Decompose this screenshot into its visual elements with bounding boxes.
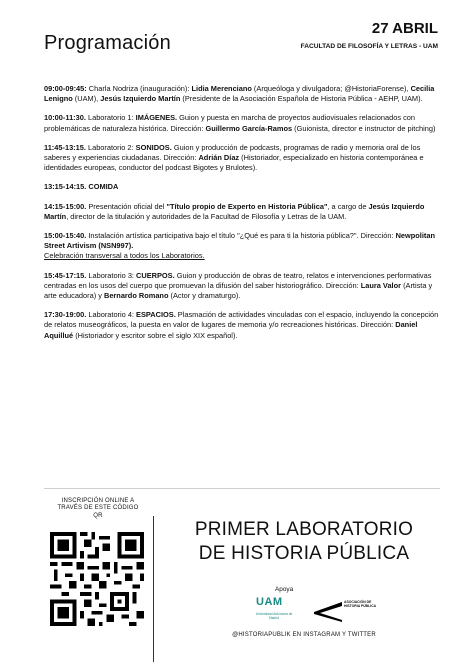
schedule-text: Presentación oficial del [86, 201, 167, 211]
schedule-text: Plasmación de actividades vinculadas con el espacio, incluyendo la concepción de relatos museográficos, la puesta en valor de lugares de memoria y/o recreaciones históricas. Dirección: [44, 310, 439, 330]
social-handle: @HISTORIAPUBLIK EN INSTAGRAM Y TWITTER [232, 632, 376, 638]
speaker-name: Laura Valor [360, 280, 402, 290]
schedule-item [44, 113, 440, 133]
speaker-name: Daniel Aquillué [44, 320, 418, 340]
uam-logo-icon [252, 596, 296, 630]
schedule-text: Guion y producción de podcasts, programas de radio y memoria oral de los saberes y experiencias ciudadanas. Dirección: [44, 142, 421, 163]
schedule-time: 13:15-14:15. [44, 182, 87, 192]
schedule-time: 09:00-09:45: [44, 84, 87, 93]
schedule-time: 15:00-15:40. [44, 231, 87, 241]
schedule-text: (Historiador y escritor sobre el siglo XIX español). [73, 330, 238, 340]
schedule-text: (Presidente de la Asociación Española de Historia Pública - AEHP, UAM). [180, 94, 423, 104]
schedule-text: Charla Nodriza (inauguración): [86, 84, 192, 93]
schedule-item [44, 182, 440, 192]
aahp-logo-shape [314, 600, 344, 622]
speaker-name: Bernardo Romano [103, 291, 169, 301]
schedule-text: , a cargo de [327, 201, 369, 211]
registration-text: INSCRIPCIÓN ONLINE A TRAVÉS DE ESTE CÓDIGO QR [57, 498, 139, 519]
schedule-text: Guion y puesta en marcha de proyectos audiovisuales relacionados con problemáticas de naturaleza histórica. Dirección: [44, 113, 416, 133]
uam-logo-subtitle: Universidad Autónoma de Madrid [255, 612, 293, 620]
footer-divider [153, 516, 154, 662]
speaker-name: Jesús Izquierdo Martín [44, 201, 425, 221]
speaker-name: Jesús Izquierdo Martín [100, 94, 181, 104]
schedule-item [44, 84, 440, 104]
schedule-item [44, 231, 440, 262]
schedule-text: (Historiador, especializado en historia contemporánea e identidades europeas, conductor del podcast Bigotes y Brulotes). [44, 153, 424, 173]
schedule-time: 14:15-15:00. [44, 201, 87, 211]
schedule-text: , director de la titulación y autoridades de la Facultad de Filosofía y Letras de la UAM. [66, 211, 347, 221]
event-title [158, 518, 450, 566]
schedule-text: Guion y producción de obras de teatro, relatos e intervenciones performativas centradas en los usos del cuerpo que promuevan la difusión del saber historiográfico. Dirección: [44, 270, 432, 290]
qr-code-icon[interactable] [50, 532, 144, 626]
aahp-logo-text: ASOCIACIÓN DE HISTORIA PÚBLICA [344, 600, 377, 609]
schedule-text: (Actor y dramaturgo). [168, 291, 241, 301]
schedule-text: (UAM), [72, 94, 101, 104]
event-title-line: PRIMER LABORATORIO [194, 519, 414, 540]
schedule-text: (Artista y arte educadora) y [44, 280, 433, 301]
page-title: Programación [44, 32, 171, 54]
footer [0, 488, 474, 670]
schedule-time: 10:00-11:30. [44, 113, 86, 123]
speaker-name: Lidia Merenciano [191, 84, 252, 93]
speaker-name: Cecilia Lenigno [44, 84, 435, 104]
schedule-text: Laboratorio 4: [86, 310, 137, 320]
schedule-time: 15:45-17:15. [44, 270, 87, 280]
schedule-text: Laboratorio 1: [85, 113, 136, 123]
speaker-name: Adrián Díaz [198, 153, 240, 163]
schedule-time: 17:30-19:00. [44, 310, 87, 320]
event-date: 27 ABRIL [371, 20, 438, 37]
speaker-name: Guillermo García-Ramos [205, 123, 293, 133]
schedule-item [44, 143, 440, 174]
event-title-line: DE HISTORIA PÚBLICA [198, 543, 410, 564]
venue: FACULTAD DE FILOSOFÍA Y LETRAS - UAM [300, 43, 438, 50]
schedule-text: (Guionista, director e instructor de pitching) [292, 123, 436, 133]
lab-name: SONIDOS. [135, 142, 172, 152]
schedule-item [44, 271, 440, 302]
program-title: "Título propio de Experto en Historia Pública" [166, 201, 328, 211]
aahp-logo-icon [314, 598, 386, 626]
lab-name: ESPACIOS. [136, 310, 176, 320]
schedule [44, 84, 440, 341]
lunch-label: COMIDA [86, 182, 119, 192]
lab-name: CUERPOS. [136, 270, 175, 280]
uam-logo-mark: UAM [256, 596, 283, 608]
schedule-item [44, 202, 440, 222]
transversal-note: Celebración transversal a todos los Laboratorios. [44, 251, 205, 261]
schedule-item [44, 310, 440, 341]
schedule-text: Laboratorio 2: [85, 142, 136, 152]
schedule-text: Instalación artística participativa bajo el título "¿Qué es para ti la historia pública?". Dirección: [86, 231, 396, 241]
speaker-name: Newpolitan Street Artivism (NSN997). [44, 231, 435, 251]
lab-name: IMÁGENES. [135, 113, 178, 123]
schedule-text: Laboratorio 3: [86, 270, 137, 280]
schedule-text: (Arqueóloga y divulgadora; @HistoriaForense), [251, 84, 411, 93]
support-label: Apoya [275, 586, 294, 593]
header [0, 0, 474, 80]
schedule-time: 11:45-13:15. [44, 142, 86, 152]
